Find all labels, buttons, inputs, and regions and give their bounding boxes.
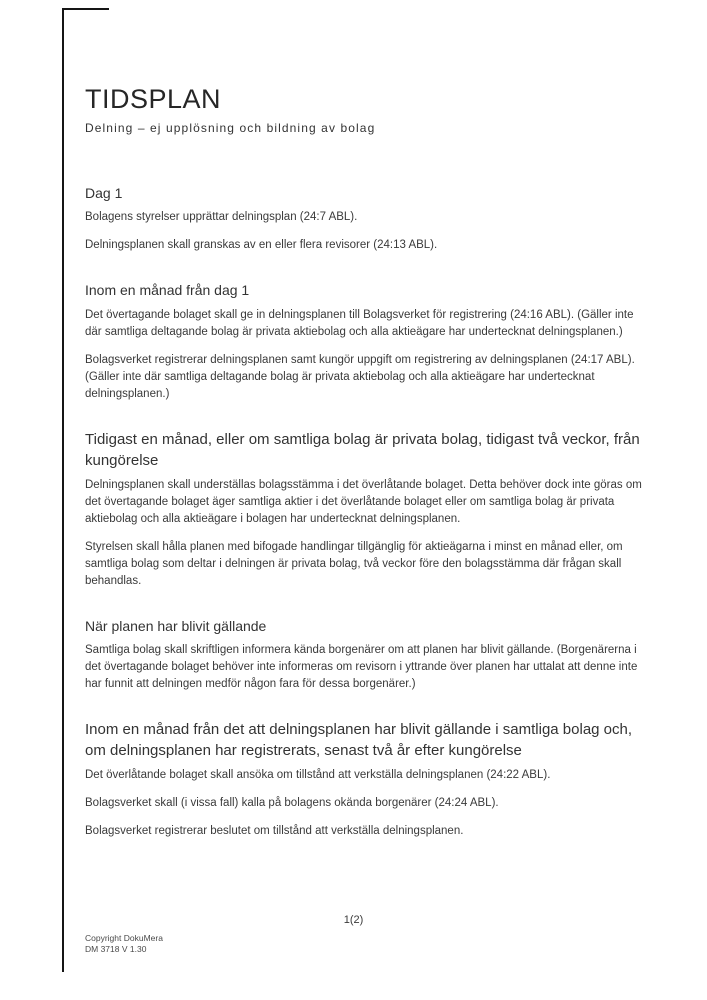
copyright-block <box>85 933 163 956</box>
paragraph: Bolagens styrelser upprättar delningsplan (24:7 ABL). <box>85 211 358 224</box>
section-tidigast-en-manad <box>85 429 642 590</box>
paragraph: Delningsplanen skall granskas av en eller flera revisorer (24:13 ABL). <box>85 239 438 252</box>
paragraph: Bolagsverket skall (i vissa fall) kalla på bolagens okända borgenärer (24:24 ABL). <box>85 797 499 810</box>
section-heading: Dag 1 <box>85 185 123 202</box>
section-nar-planen-blivit-gallande <box>85 616 642 693</box>
page-number: 1(2) <box>343 914 364 926</box>
paragraph: Det överlåtande bolaget skall ansöka om tillstånd att verkställa delningsplanen (24:22 ABL). <box>85 769 551 782</box>
section-heading: Inom en månad från dag 1 <box>85 282 250 299</box>
section-heading: Inom en månad från det att delningsplanen har blivit gällande i samtliga bolag och, om delningsplanen har registrerats, senast två år efter kungörelse <box>85 721 633 760</box>
paragraph: Bolagsverket registrerar beslutet om tillstånd att verkställa delningsplanen. <box>85 825 464 838</box>
section-inom-en-manad-fran-gallande <box>85 719 642 840</box>
section-heading: Tidigast en månad, eller om samtliga bolag är privata bolag, tidigast två veckor, från kungörelse <box>85 430 640 469</box>
copyright-line-2: DM 3718 V 1.30 <box>85 944 147 955</box>
paragraph: Samtliga bolag skall skriftligen informera kända borgenärer om att planen har blivit gällande. (Borgenärerna i det övertagande bolaget behöver inte informeras om revisorn i yttrande över planen har uttalat att denne inte har funnit att delningen medför någon fara för dessa borgenärer.) <box>85 644 638 691</box>
section-inom-en-manad-fran-dag-1 <box>85 280 642 402</box>
paragraph: Delningsplanen skall underställas bolagsstämma i det överlåtande bolaget. Detta behöver dock inte göras om det övertagande bolaget äger samtliga aktier i det överlåtande bolaget eller om samtliga bolag är privata aktiebolag och alla aktieägare i bolagen har undertecknat delningsplanen. <box>85 478 642 525</box>
page-edge-mark-vertical <box>62 8 64 972</box>
page-subtitle: Delning – ej upplösning och bildning av bolag <box>85 121 376 136</box>
paragraph: Styrelsen skall hålla planen med bifogade handlingar tillgänglig för aktieägarna i minst en månad eller, om samtliga bolag som deltar i delningen är privata bolag, två veckor före den bolagsstämma där frågan skall behandlas. <box>85 540 623 587</box>
section-heading: När planen har blivit gällande <box>85 617 267 634</box>
copyright-line-1: Copyright DokuMera <box>85 933 163 943</box>
section-dag-1 <box>85 183 642 254</box>
page-title: TIDSPLAN <box>85 84 222 114</box>
paragraph: Bolagsverket registrerar delningsplanen samt kungör uppgift om registrering av delningsplanen (24:17 ABL). (Gäller inte där samtliga deltagande bolag är privata aktiebolag och alla aktieägare har undertecknat delningsplanen.) <box>85 353 635 400</box>
document-content <box>85 0 642 851</box>
paragraph: Det övertagande bolaget skall ge in delningsplanen till Bolagsverket för registrering (24:16 ABL). (Gäller inte där samtliga deltagande bolag är privata aktiebolag och alla aktieägare har undertecknat delningsplanen.) <box>85 308 634 338</box>
